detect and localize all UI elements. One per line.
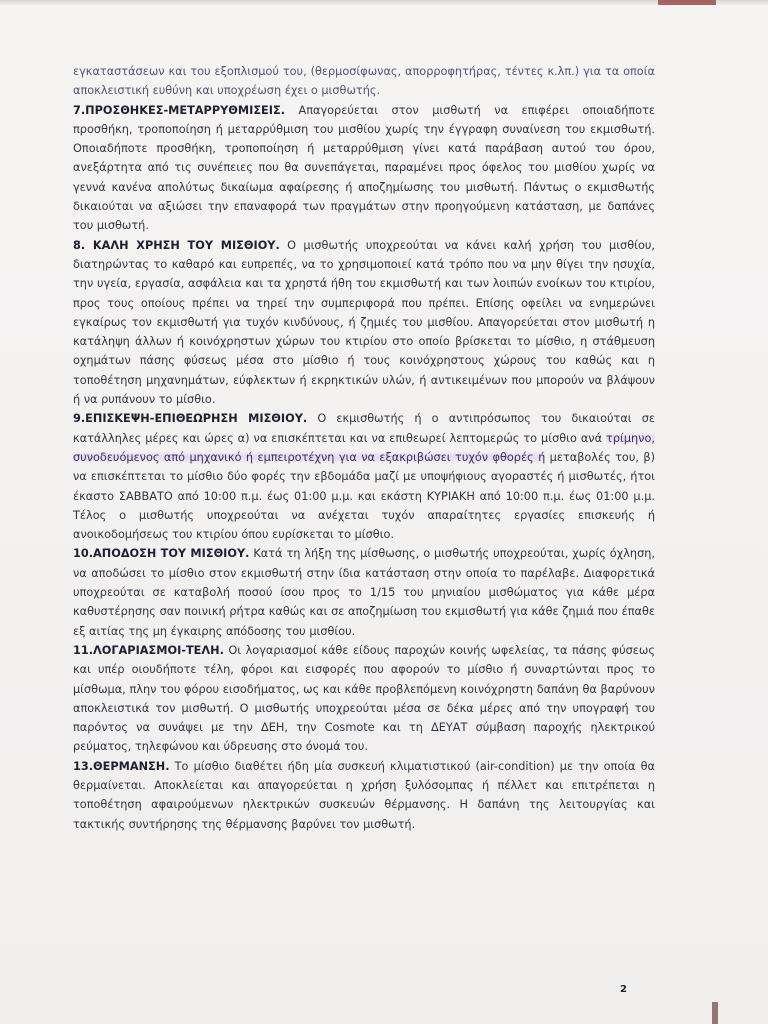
paragraph-6-continuation [73,62,655,101]
paragraph-9 [73,409,655,544]
paragraph-text: Απαγορεύεται στον μισθωτή να επιφέρει οποιαδήποτε προσθήκη, τροποποίηση ή μεταρρύθμιση του μισθίου χωρίς την έγγραφη συναίνεση του εκμισθωτή. Οποιαδήποτε προσθήκη, τροποποίηση ή μεταρρύθμιση γίνει κατά παράβαση αυτού του όρου, ανεξάρτητα από τις συνέπειες που θα συνεπάγεται, παραμένει προς όφελος του μισθίου χωρίς να γεννά κανένα απολύτως δικαίωμα αφαίρεσης ή αποζημίωσης του μισθωτή. Πάντως ο εκμισθωτής δικαιούται να αξιώσει την επαναφορά των πραγμάτων στην προηγούμενη κατάσταση, με δαπάνες του μισθωτή. [73,103,655,233]
scan-top-mark [658,0,716,5]
paragraph-text: Ο εκμισθωτής ή ο αντιπρόσωπος του δικαιούται σε κατάλληλες μέρες και ώρες α) να επισκέπτεται και να επιθεωρεί λεπτομερώς το μίσθιο ανά [73,412,656,445]
section-heading: 7.ΠΡΟΣΘΗΚΕΣ-ΜΕΤΑΡΡΥΘΜΙΣΕΙΣ. [73,103,285,117]
paragraph-text: Κατά τη λήξη της μίσθωσης, ο μισθωτής υποχρεούται, χωρίς όχληση, να αποδώσει το μίσθιο στον εκμισθωτή στην ίδια κατάσταση στην οποία το παρέλαβε. Διαφορετικά υποχρεούται σε καταβολή ποσού ίσου προς το 1/15 του μηνιαίου μισθώματος για κάθε μέρα καθυστέρησης σαν ποινική ρήτρα καθώς και σε αποζημίωση του εκμισθωτή για κάθε ζημιά που έπαθε εξ αιτίας της μη έγκαιρης απόδοσης του μισθίου. [73,547,655,638]
highlighted-text: τρίμηνο, συνοδευόμενος από μηχανικό ή εμπειροτέχνη για να εξακριβώσει τυχόν φθορές ή [73,431,655,464]
scan-bottom-mark [712,1002,718,1024]
paragraph-text: Ο μισθωτής υποχρεούται να κάνει καλή χρήση του μισθίου, διατηρώντας το καθαρό και ευπρεπές, να το χρησιμοποιεί κατά τρόπο που να μην θίγει την ησυχία, την υγεία, εργασία, ασφάλεια και τα χρηστά ήθη του εκμισθωτή και των λοιπών ενοίκων του κτιρίου, προς τους οποίους πρέπει να τηρεί την συμπεριφορά που πρέπει. Επίσης οφείλει να ενημερώνει εγκαίρως τον εκμισθωτή για τυχόν κινδύνους, ή ζημιές του μισθίου. Απαγορεύεται στον μισθωτή η κατάληψη άλλων ή κοινόχρηστων χώρων του κτιρίου στο οποίο βρίσκεται το μίσθιο, η στάθμευση οχημάτων πάσης φύσεως μέσα στο μίσθιο ή τους κοινόχρηστους χώρους του καθώς και η τοποθέτηση μηχανημάτων, εύφλεκτων ή εκρηκτικών υλών, ή αντικειμένων που μπορούν να βλάψουν ή να ρυπάνουν το μίσθιο. [73,238,655,407]
paragraph-8 [73,236,655,410]
paragraph-text: Οι λογαριασμοί κάθε είδους παροχών κοινής ωφελείας, τα πάσης φύσεως και υπέρ οιουδήποτε τέλη, φόροι και εισφορές που αφορούν το μίσθιο ή συναρτώνται προς το μίσθωμα, πλην του φόρου εισοδήματος, ως και κάθε προβλεπόμενη κοινόχρηστη δαπάνη θα βαρύνουν αποκλειστικά τον μισθωτή. Ο μισθωτής υποχρεούται μέσα σε δέκα μέρες από την υπογραφή του παρόντος να συνάψει με την ΔΕΗ, την Cosmote και τη ΔΕΥΑΤ σύμβαση παροχής ηλεκτρικού ρεύματος, τηλεφώνου και ύδρευσης στο όνομά του. [73,643,655,754]
paragraph-7 [73,101,655,236]
section-heading: 11.ΛΟΓΑΡΙΑΣΜΟΙ-ΤΕΛΗ. [73,643,224,657]
document-body [73,62,655,834]
paragraph-text: Το μίσθιο διαθέτει ήδη μία συσκευή κλιματιστικού (air-condition) με την οποία θα θερμαίνεται. Αποκλείεται και απαγορεύεται η χρήση ξυλόσομπας ή πέλλετ και επιτρέπεται η τοποθέτηση αφαιρούμενων ηλεκτρικών συσκευών θέρμανσης. Η δαπάνη της λειτουργίας και τακτικής συντήρησης της θέρμανσης βαρύνει τον μισθωτή. [73,759,655,831]
section-heading: 13.ΘΕΡΜΑΝΣΗ. [73,759,170,773]
section-heading: 10.ΑΠΟΔΟΣΗ ΤΟΥ ΜΙΣΘΙΟΥ. [73,547,250,561]
section-heading: 8. ΚΑΛΗ ΧΡΗΣΗ ΤΟΥ ΜΙΣΘΙΟΥ. [73,238,280,252]
section-heading: 9.ΕΠΙΣΚΕΨΗ-ΕΠΙΘΕΩΡΗΣΗ ΜΙΣΘΙΟΥ. [73,412,308,426]
paragraph-11 [73,641,655,757]
paragraph-13 [73,757,655,834]
scan-top-edge [0,0,768,6]
paragraph-text: εγκαταστάσεων και του εξοπλισμού του, (θερμοσίφωνας, απορροφητήρας, τέντες κ.λπ.) για τα οποία αποκλειστική ευθύνη και υποχρέωση έχει ο μισθωτής. [73,65,655,98]
page-number: 2 [620,984,627,995]
paragraph-text: μεταβολές του, β) να επισκέπτεται το μίσθιο δύο φορές την εβδομάδα μαζί με υποψήφιους αγοραστές ή μισθωτές, ήτοι έκαστο ΣΑΒΒΑΤΟ από 10:00 π.μ. έως 01:00 μ.μ. και εκάστη ΚΥΡΙΑΚΗ από 10:00 π.μ. έως 01:00 μ.μ. Τέλος ο μισθωτής υποχρεούται να ανέχεται τυχόν απαραίτητες εργασίες επισκευής ή ανοικοδομήσεως του κτιρίου όπου ευρίσκεται το μίσθιο. [73,450,655,542]
paragraph-10 [73,544,655,640]
